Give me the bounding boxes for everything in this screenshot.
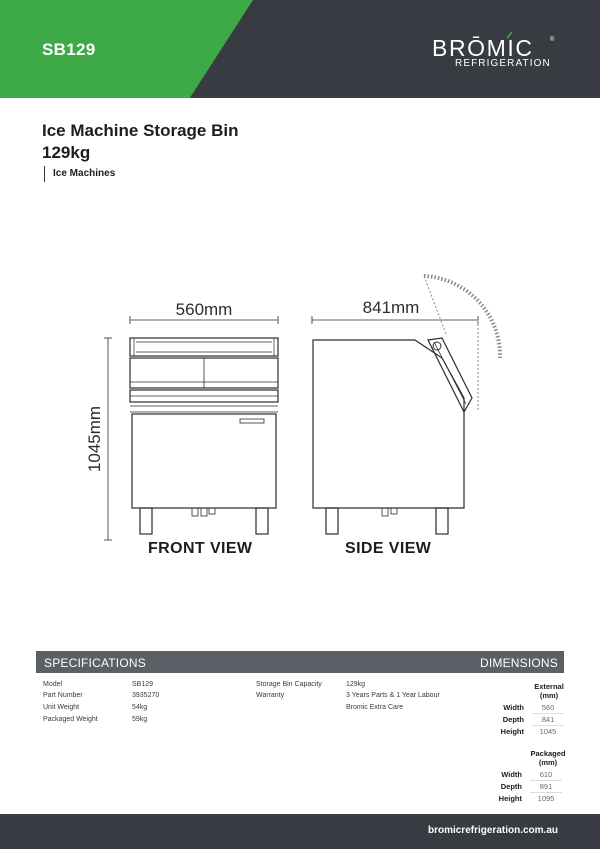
front-door-handle <box>240 419 264 423</box>
brand-subtitle: REFRIGERATION <box>455 58 551 69</box>
spec-value: 129kg <box>346 681 366 688</box>
front-right-leg <box>256 508 268 534</box>
dim-label: Width <box>501 770 522 779</box>
packaged-heading-title: Packaged <box>530 749 566 758</box>
model-code: SB129 <box>42 40 96 59</box>
front-left-leg <box>140 508 152 534</box>
dimensions-title: DIMENSIONS <box>479 656 558 670</box>
dim-value: 841 <box>541 715 555 724</box>
spec-label: Storage Bin Capacity <box>256 681 322 688</box>
footer-website-link[interactable]: bromicrefrigeration.com.au <box>427 825 558 836</box>
dim-value: 891 <box>539 782 553 791</box>
spec-label: Model <box>43 681 63 688</box>
brand-logo <box>432 35 556 71</box>
spec-value: 59kg <box>132 716 148 723</box>
product-title <box>42 120 239 164</box>
specifications-header-bar <box>36 651 564 673</box>
front-view-drawing <box>104 316 278 540</box>
spec-label: Warranty <box>256 692 285 699</box>
spec-value: Bromic Extra Care <box>346 704 404 711</box>
dim-value: 1095 <box>537 794 555 803</box>
dim-value: 560 <box>541 703 555 712</box>
specifications-title: SPECIFICATIONS <box>44 656 146 670</box>
front-lid <box>130 338 278 356</box>
front-width-label: 560mm <box>175 300 233 319</box>
spec-value: 3935270 <box>132 692 160 699</box>
brand-trademark: ® <box>550 37 555 43</box>
external-heading-unit: (mm) <box>539 691 559 700</box>
side-view-label: SIDE VIEW <box>345 540 432 557</box>
product-title-line1: Ice Machine Storage Bin <box>42 121 239 140</box>
spec-label: Unit Weight <box>43 704 80 711</box>
spec-value: 54kg <box>132 704 148 711</box>
front-view-label: FRONT VIEW <box>148 540 253 557</box>
side-depth-label: 841mm <box>362 298 420 317</box>
spec-value: SB129 <box>132 681 154 688</box>
dim-divider <box>530 780 562 781</box>
dim-divider <box>530 792 562 793</box>
dim-value: 610 <box>539 770 553 779</box>
packaged-heading <box>525 749 571 767</box>
packaged-heading-unit: (mm) <box>538 758 558 767</box>
dim-label: Width <box>503 703 524 712</box>
product-category: Ice Machines <box>44 166 115 182</box>
side-door-swing-arc <box>424 276 500 358</box>
external-heading <box>527 682 571 700</box>
spec-label: Part Number <box>43 692 83 699</box>
dim-value: 1045 <box>539 727 557 736</box>
page-footer <box>0 814 600 849</box>
product-title-line2: 129kg <box>42 143 91 162</box>
header-green-panel <box>0 0 253 98</box>
technical-drawing <box>80 262 520 572</box>
side-cabinet <box>313 340 464 508</box>
spec-value: 3 Years Parts & 1 Year Labour <box>346 692 440 699</box>
side-right-leg <box>436 508 448 534</box>
dim-divider <box>532 725 564 726</box>
external-heading-title: External <box>534 682 564 691</box>
dim-label: Depth <box>500 782 522 791</box>
dim-label: Depth <box>502 715 524 724</box>
side-left-leg <box>326 508 338 534</box>
front-height-label: 1045mm <box>85 405 104 473</box>
dim-label: Height <box>498 794 522 803</box>
front-main-body <box>132 414 276 508</box>
brand-name: BRŌMIC <box>432 35 534 61</box>
dim-label: Height <box>500 727 524 736</box>
spec-label: Packaged Weight <box>43 716 98 723</box>
page-header <box>0 0 600 98</box>
dim-divider <box>532 713 564 714</box>
